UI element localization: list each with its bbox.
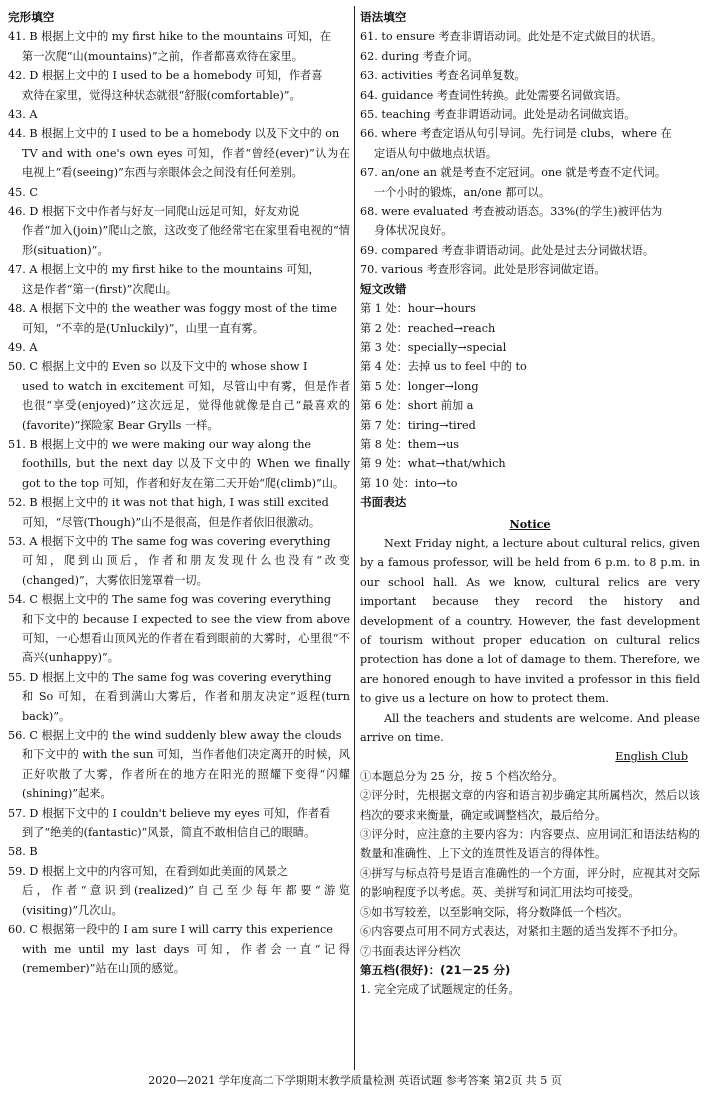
grade-level-title: 第五档(很好)：(21－25 分) <box>360 962 511 977</box>
cloze-answer-text: 56. C 根据上文中的 the wind suddenly blew away the clouds <box>8 729 342 743</box>
cloze-answer-explanation: with me until my last days 可知，作者会一直“记得(remember)”站在山顶的感觉。 <box>22 942 350 975</box>
grammar-answer-item <box>360 241 700 260</box>
grammar-section-title: 语法填空 <box>360 10 407 24</box>
correction-item: 第 2 处：reached→reach <box>360 321 496 335</box>
cloze-answer-explanation: 第一次爬“山(mountains)”之前，作者都喜欢待在家里。 <box>22 49 303 63</box>
cloze-answer-text: 44. B 根据上文中的 I used to be a homebody 以及下文中的 on <box>8 127 340 141</box>
correction-item: 第 5 处：longer→long <box>360 379 479 393</box>
grammar-answer-item <box>360 124 700 163</box>
cloze-answer-text: 47. A 根据上文中的 my first hike to the mountains 可知， <box>8 263 320 277</box>
scoring-rule: ③评分时，应注意的主要内容为：内容要点、应用词汇和语法结构的数量和准确性、上下文的连贯性及语言的得体性。 <box>360 828 700 861</box>
correction-item: 第 7 处：tiring→tired <box>360 418 476 432</box>
cloze-answer-item <box>8 357 350 435</box>
cloze-answer-text: 45. C <box>8 185 38 199</box>
cloze-answer-item <box>8 27 350 66</box>
grammar-answer-item <box>360 86 700 105</box>
cloze-answer-explanation: 可知，“尽管(Though)”山不是很高，但是作者依旧很激动。 <box>22 515 321 529</box>
grammar-answer-item <box>360 47 700 66</box>
page-footer: 2020—2021 学年度高二下学期期末教学质量检测 英语试题 参考答案 第2页 共 5 页 <box>148 1074 562 1087</box>
scoring-rule: ④拼写与标点符号是语言准确性的一个方面，评分时，应视其对交际的影响程度予以考虑。英、美拼写和词汇用法均可接受。 <box>360 866 700 900</box>
grammar-answer-item <box>360 202 700 241</box>
correction-item: 第 8 处：them→us <box>360 437 460 451</box>
grammar-answer-text: 68. were evaluated 考查被动语态。33%(的学生)被评估为 <box>360 205 663 219</box>
cloze-answer-text: 50. C 根据上文中的 Even so 以及下文中的 whose show I <box>8 360 308 374</box>
cloze-answer-item <box>8 435 350 493</box>
cloze-answer-text: 42. D 根据上文中的 I used to be a homebody 可知，作者喜 <box>8 69 323 83</box>
scoring-rule: ⑦书面表达评分档次 <box>360 944 461 958</box>
cloze-answer-item <box>8 726 350 804</box>
correction-item: 第 10 处：into→to <box>360 476 458 490</box>
cloze-answer-item <box>8 202 350 260</box>
grammar-answer-item <box>360 105 700 124</box>
cloze-answer-text: 48. A 根据下文中的 the weather was foggy most of the time <box>8 302 338 316</box>
grammar-answer-text: 67. an/one an 就是考查不定冠词。one 就是考查不定代词。 <box>360 166 667 180</box>
grammar-answer-text: 70. various 考查形容词。此处是形容词做定语。 <box>360 263 606 277</box>
correction-item: 第 3 处：specially→special <box>360 340 507 354</box>
right-column <box>360 8 700 1000</box>
scoring-rule: ②评分时，先根据文章的内容和语言初步确定其所属档次，然后以该档次的要求来衡量，确定或调整档次，最后给分。 <box>360 789 700 822</box>
cloze-answer-item <box>8 532 350 590</box>
correction-item: 第 9 处：what→that/which <box>360 457 506 471</box>
cloze-answer-text: 46. D 根据下文中作者与好友一同爬山远足可知，好友劝说 <box>8 205 300 219</box>
scoring-rule: ⑥内容要点可用不同方式表达，对紧扣主题的适当发挥不予扣分。 <box>360 925 685 939</box>
left-column <box>8 8 350 978</box>
cloze-answer-text: 43. A <box>8 108 38 122</box>
cloze-answer-item <box>8 183 350 202</box>
cloze-answer-explanation: 作者“加入(join)”爬山之旅，这改变了他经常宅在家里看电视的“情形(situation)”。 <box>22 224 350 257</box>
notice-title: Notice <box>509 516 551 531</box>
grammar-answer-item <box>360 27 700 46</box>
correction-item: 第 4 处：去掉 us to feel 中的 to <box>360 360 527 374</box>
grammar-answer-explanation: 一个小时的锻炼，an/one 都可以。 <box>374 185 551 199</box>
cloze-answer-text: 41. B 根据上文中的 my first hike to the mountains 可知，在 <box>8 30 332 44</box>
correction-item: 第 1 处：hour→hours <box>360 302 476 316</box>
cloze-answer-item <box>8 920 350 978</box>
cloze-answer-item <box>8 493 350 532</box>
cloze-answer-explanation: foothills, but the next day 以及下文中的 When we finally got to the top 可知，作者和好友在第二天开始“爬(climb)”山。 <box>22 457 350 490</box>
writing-section-title: 书面表达 <box>360 495 407 510</box>
cloze-answer-text: 52. B 根据上文中的 it was not that high, I was still excited <box>8 496 329 510</box>
grammar-answer-text: 61. to ensure 考查非谓语动词。此处是不定式做目的状语。 <box>360 30 663 44</box>
cloze-answer-text: 53. A 根据下文中的 The same fog was covering everything <box>8 534 331 548</box>
cloze-answer-explanation: 这是作者“第一(first)”次爬山。 <box>22 282 178 296</box>
notice-paragraph: Next Friday night, a lecture about cultural relics, given by a famous professor, will be held from 6 p.m. to 8 p.m. in our school hall. As we know, cultural relics are very important because they record the history and development of a country. However, the fast development of tourism without proper education on cultural relics protection has done a lot of damage to them. Therefore, we are honored enough to have invited a professor in this field to give us a lecture on how to protect them. <box>360 536 700 706</box>
cloze-answer-text: 54. C 根据上文中的 The same fog was covering everything <box>8 593 331 607</box>
correction-section-title: 短文改错 <box>360 281 407 296</box>
cloze-answer-item <box>8 66 350 105</box>
cloze-answer-item <box>8 862 350 920</box>
grammar-answer-text: 65. teaching 考查非谓语动词。此处是动名词做宾语。 <box>360 108 636 122</box>
cloze-answer-item <box>8 105 350 124</box>
grammar-answer-list <box>360 27 700 279</box>
cloze-answer-item <box>8 842 350 861</box>
cloze-answer-text: 51. B 根据上文中的 we were making our way along the <box>8 437 312 451</box>
grammar-answer-text: 64. guidance 考查词性转换。此处需要名词做宾语。 <box>360 88 627 102</box>
grammar-answer-item <box>360 66 700 85</box>
cloze-answer-explanation: used to watch in excitement 可知，尽管山中有雾，但是作者也很“享受(enjoyed)”这次远足，觉得他就像是自己“最喜欢的(favorite)”探险家 Bear Grylls 一样。 <box>22 379 350 432</box>
grade-level-line: 1. 完全完成了试题规定的任务。 <box>360 983 520 997</box>
grammar-answer-explanation: 定语从句中做地点状语。 <box>374 146 498 160</box>
cloze-answer-item <box>8 124 350 182</box>
cloze-answer-explanation: 到了“绝美的(fantastic)”风景，简直不敢相信自己的眼睛。 <box>22 826 316 840</box>
cloze-answer-text: 49. A <box>8 340 38 354</box>
cloze-answer-item <box>8 668 350 726</box>
cloze-answer-explanation: 可知，爬到山顶后，作者和朋友发现什么也没有“改变(changed)”，大雾依旧笼罩着一切。 <box>22 554 350 587</box>
cloze-answer-text: 60. C 根据第一段中的 I am sure I will carry this experience <box>8 923 333 937</box>
cloze-answer-item <box>8 804 350 843</box>
cloze-answer-text: 59. D 根据上文中的内容可知，在看到如此美面的风景之 <box>8 864 289 878</box>
cloze-answer-item <box>8 590 350 668</box>
notice-paragraph: All the teachers and students are welcome. And please arrive on time. <box>360 711 700 745</box>
grammar-answer-explanation: 身体状况良好。 <box>374 224 453 238</box>
cloze-answer-text: 58. B <box>8 845 38 859</box>
cloze-answer-text: 55. D 根据上文中的 The same fog was covering everything <box>8 670 332 684</box>
cloze-answer-explanation: 和下文中的 with the sun 可知，当作者他们决定离开的时候，风正好吹散了大雾，作者所在的地方在阳光的照耀下变得“闪耀(shining)”起来。 <box>22 748 350 801</box>
cloze-answer-item <box>8 299 350 338</box>
scoring-rule: ⑤如书写较差，以至影响交际，将分数降低一个档次。 <box>360 905 629 919</box>
cloze-answer-item <box>8 260 350 299</box>
grammar-answer-text: 63. activities 考查名词单复数。 <box>360 69 526 83</box>
cloze-answer-explanation: 和下文中的 because I expected to see the view from above 可知，一心想看山顶风光的作者在看到眼前的大雾时，心里很“不高兴(unhappy)”。 <box>22 612 350 665</box>
cloze-answer-explanation: 和 So 可知，在看到满山大雾后，作者和朋友决定“返程(turn back)”。 <box>22 690 350 723</box>
column-divider <box>354 6 355 1070</box>
grammar-answer-item <box>360 260 700 279</box>
scoring-rules <box>360 767 700 961</box>
cloze-answer-explanation: 后，作者“意识到(realized)”自己至少每年都要“游览(visiting)”几次山。 <box>22 884 350 917</box>
cloze-answer-explanation: 可知，“不幸的是(Unluckily)”，山里一直有雾。 <box>22 321 264 335</box>
notice-signature: English Club <box>615 750 688 764</box>
cloze-answer-text: 57. D 根据下文中的 I couldn't believe my eyes 可知，作者看 <box>8 806 331 820</box>
scoring-rule: ①本题总分为 25 分，按 5 个档次给分。 <box>360 769 564 783</box>
grammar-answer-text: 66. where 考查定语从句引导词。先行词是 clubs，where 在 <box>360 127 672 141</box>
correction-answer-list <box>360 299 700 493</box>
grammar-answer-text: 62. during 考查介词。 <box>360 49 479 63</box>
cloze-answer-explanation: 欢待在家里，觉得这种状态就很“舒服(comfortable)”。 <box>22 88 301 102</box>
cloze-answer-item <box>8 338 350 357</box>
cloze-answer-explanation: TV and with one's own eyes 可知，作者“曾经(ever)”认为在电视上“看(seeing)”东西与亲眼体会之间没有任何差别。 <box>22 146 350 180</box>
notice-body <box>360 534 700 747</box>
correction-item: 第 6 处：short 前加 a <box>360 399 474 413</box>
grammar-answer-item <box>360 163 700 202</box>
grammar-answer-text: 69. compared 考查非谓语动词。此处是过去分词做状语。 <box>360 243 655 257</box>
cloze-section-title: 完形填空 <box>8 10 55 24</box>
